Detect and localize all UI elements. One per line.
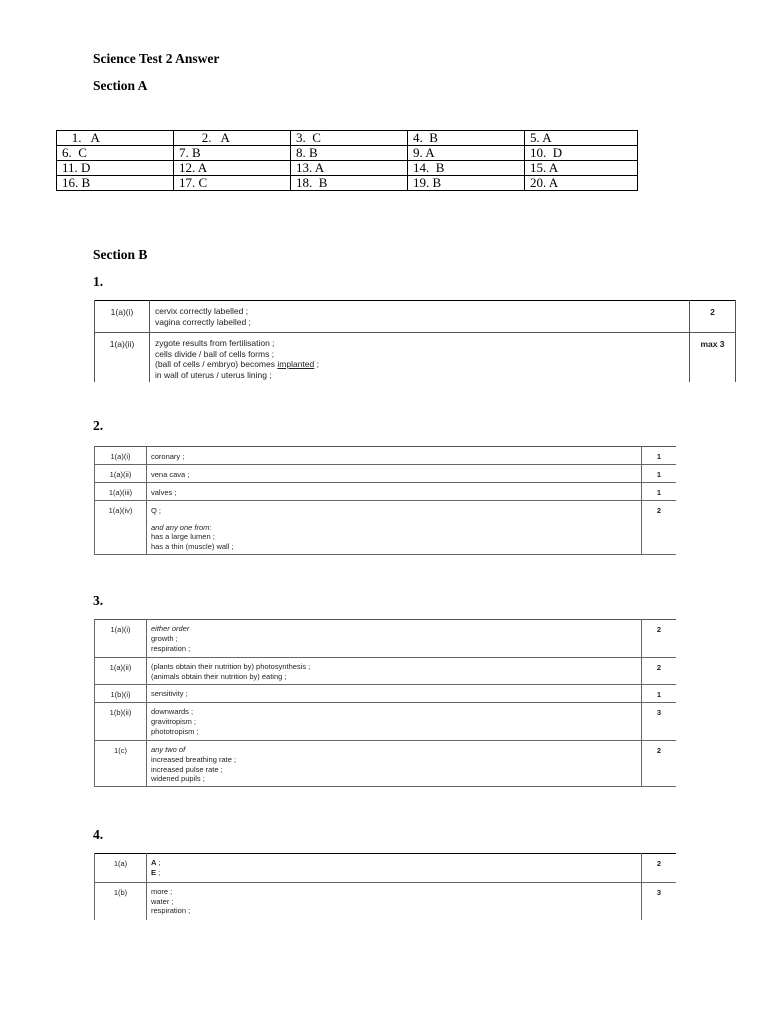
table-row (95, 658, 677, 685)
answer-cell: 19. B (408, 176, 525, 191)
table-row (95, 883, 677, 920)
answer-cell: 6. C (57, 146, 174, 161)
answer-cell: 8. B (291, 146, 408, 161)
answer-line: water ; (151, 896, 174, 906)
table-row (57, 176, 638, 191)
answer-line: more ; (151, 887, 173, 896)
answer-letter: A (151, 858, 157, 867)
answer-text (147, 501, 642, 555)
answer-text (150, 301, 690, 333)
marks-value: 3 (642, 703, 677, 741)
answer-cell: 20. A (525, 176, 638, 191)
answer-cell: 9. A (408, 146, 525, 161)
answer-line: zygote results from fertilisation ; (155, 338, 275, 348)
question-1-markscheme (94, 300, 736, 382)
answer-line: increased pulse rate ; (151, 764, 223, 774)
answer-instruction: any two of (151, 745, 186, 754)
underlined-keyword: implanted (277, 359, 315, 369)
answer-cell: 14. B (408, 161, 525, 176)
answer-cell: 13. A (291, 161, 408, 176)
question-4-number: 4. (93, 827, 104, 842)
part-label: 1(a)(ii) (95, 333, 150, 382)
answer-line (155, 359, 689, 370)
answer-cell: 7. B (174, 146, 291, 161)
marks-value: 2 (690, 301, 736, 333)
table-row (57, 161, 638, 176)
marks-value: 2 (642, 620, 677, 658)
answer-text (147, 854, 642, 883)
part-label: 1(b)(ii) (95, 703, 147, 741)
question-3-number: 3. (93, 593, 104, 608)
part-label: 1(a)(i) (95, 301, 150, 333)
answer-text (147, 741, 642, 787)
answer-line: increased breathing rate ; (151, 754, 237, 764)
table-row (95, 703, 677, 741)
part-label: 1(a) (95, 854, 147, 883)
table-row (57, 146, 638, 161)
answer-line: valves ; (151, 488, 177, 497)
marks-value: 1 (642, 483, 677, 501)
answer-line-part: (ball of cells / embryo) becomes (155, 359, 275, 369)
answer-cell: 3. C (291, 131, 408, 146)
answer-line: widened pupils ; (151, 774, 205, 784)
answer-line-part: ; (314, 359, 319, 369)
answer-text (147, 620, 642, 658)
table-row (95, 301, 736, 333)
answer-cell: 17. C (174, 176, 291, 191)
table-row (95, 333, 736, 382)
marks-value: 1 (642, 685, 677, 703)
marks-value: 1 (642, 447, 677, 465)
page-title: Science Test 2 Answer (93, 51, 220, 66)
table-row (95, 447, 677, 465)
question-2-number: 2. (93, 418, 104, 433)
answer-cell: 11. D (57, 161, 174, 176)
answer-line: respiration ; (151, 643, 191, 653)
answer-line-part: ; (156, 858, 161, 867)
answer-text (147, 658, 642, 685)
part-label: 1(c) (95, 741, 147, 787)
part-label: 1(a)(iii) (95, 483, 147, 501)
marks-value: 1 (642, 465, 677, 483)
table-row (95, 854, 677, 883)
table-row (95, 501, 677, 555)
answer-line: (plants obtain their nutrition by) photosynthesis ; (151, 662, 311, 671)
table-row (95, 483, 677, 501)
answer-line: cells divide / ball of cells forms ; (155, 348, 275, 359)
answer-cell: 4. B (408, 131, 525, 146)
answer-cell: 12. A (174, 161, 291, 176)
table-row (95, 620, 677, 658)
answer-line: Q ; (151, 506, 162, 515)
answer-text (147, 883, 642, 920)
answer-line: cervix correctly labelled ; (155, 306, 249, 316)
answer-line: coronary ; (151, 452, 185, 461)
section-a-heading: Section A (93, 78, 148, 93)
question-1-number: 1. (93, 274, 104, 289)
answer-line: vena cava ; (151, 470, 190, 479)
answer-line: respiration ; (151, 906, 191, 915)
section-a-answer-grid (56, 130, 638, 191)
answer-cell: 2. A (174, 131, 291, 146)
table-row (57, 131, 638, 146)
marks-value: 2 (642, 854, 677, 883)
answer-line: growth ; (151, 633, 178, 643)
table-row (95, 685, 677, 703)
answer-line: in wall of uterus / uterus lining ; (155, 369, 272, 380)
part-label: 1(a)(ii) (95, 658, 147, 685)
marks-value: 2 (642, 658, 677, 685)
answer-line: has a large lumen ; (151, 532, 215, 541)
answer-line: downwards ; (151, 707, 194, 716)
part-label: 1(a)(i) (95, 447, 147, 465)
question-2-markscheme (94, 446, 676, 555)
answer-cell: 15. A (525, 161, 638, 176)
answer-instruction: and any one from: (151, 522, 212, 532)
part-label: 1(b)(i) (95, 685, 147, 703)
question-3-markscheme (94, 619, 676, 787)
answer-text (147, 483, 642, 501)
marks-value: 2 (642, 501, 677, 555)
answer-line-part: ; (156, 867, 161, 877)
answer-text (147, 685, 642, 703)
answer-cell: 18. B (291, 176, 408, 191)
answer-line: (animals obtain their nutrition by) eating ; (151, 671, 287, 681)
answer-line: gravitropism ; (151, 716, 197, 726)
answer-line: sensitivity ; (151, 689, 188, 698)
answer-line: vagina correctly labelled ; (155, 316, 251, 327)
answer-cell: 10. D (525, 146, 638, 161)
answer-text (147, 703, 642, 741)
question-4-markscheme (94, 853, 676, 920)
part-label: 1(a)(iv) (95, 501, 147, 555)
table-row (95, 465, 677, 483)
marks-value: 3 (642, 883, 677, 920)
answer-line (151, 858, 641, 868)
answer-cell: 1. A (57, 131, 174, 146)
answer-text (147, 465, 642, 483)
part-label: 1(a)(ii) (95, 465, 147, 483)
answer-cell: 16. B (57, 176, 174, 191)
answer-text (147, 447, 642, 465)
answer-line: has a thin (muscle) wall ; (151, 541, 234, 551)
part-label: 1(b) (95, 883, 147, 920)
answer-cell: 5. A (525, 131, 638, 146)
answer-line: phototropism ; (151, 726, 199, 736)
answer-text (150, 333, 690, 382)
marks-value: 2 (642, 741, 677, 787)
part-label: 1(a)(i) (95, 620, 147, 658)
answer-line (151, 868, 641, 878)
table-row (95, 741, 677, 787)
answer-letter: E (151, 867, 157, 877)
section-b-heading: Section B (93, 247, 148, 262)
answer-instruction: either order (151, 624, 190, 633)
marks-value: max 3 (690, 333, 736, 382)
